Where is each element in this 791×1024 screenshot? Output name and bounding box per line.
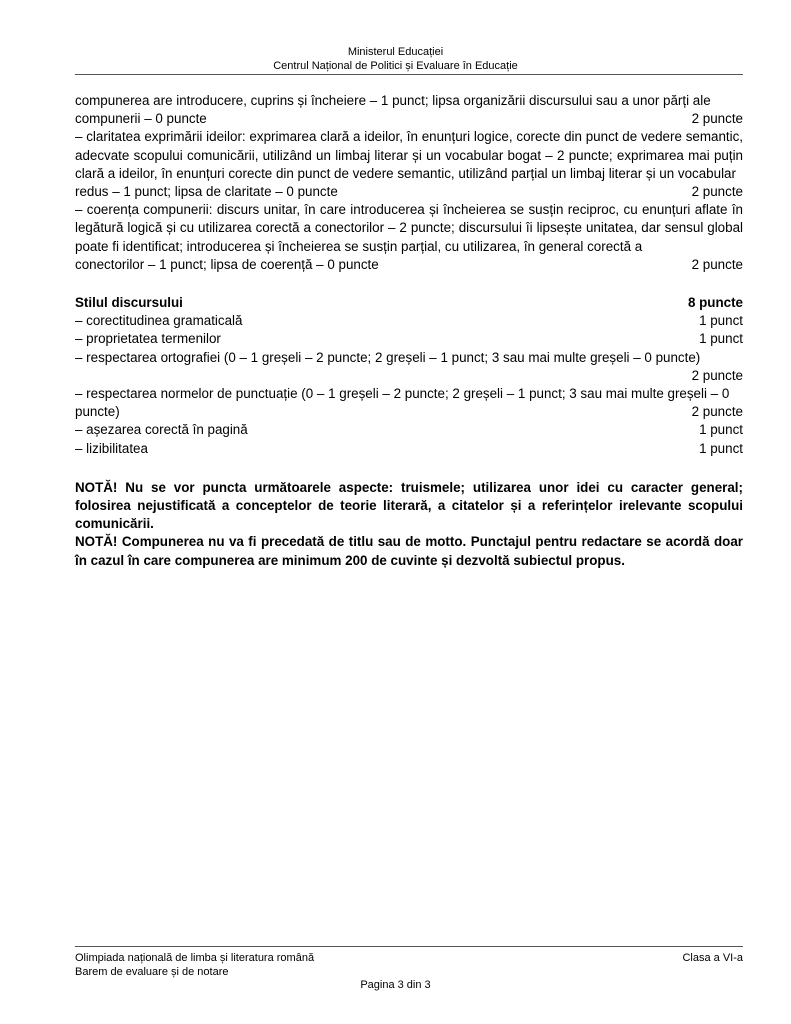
punctuatie-score: 2 puncte bbox=[691, 404, 743, 420]
stil-item-label: – lizibilitatea bbox=[75, 440, 148, 456]
stil-item-score: 1 punct bbox=[699, 313, 743, 329]
intro-last-line: compunerii – 0 puncte bbox=[75, 111, 207, 127]
claritate-text: – claritatea exprimării ideilor: exprimarea clară a ideilor, în enunțuri logice, corecte din punct de vedere semantic, adecvate scopului comunicării, utilizând un limbaj literar și un vocabular bogat – 2 puncte; exprimarea mai puțin clară a ideilor, în enunțuri corecte din punct de vedere semantic, utilizând parțial un limbaj literar și un vocabular bbox=[75, 129, 743, 181]
claritate-last-line: redus – 1 punct; lipsa de claritate – 0 puncte bbox=[75, 184, 338, 200]
punctuatie-row bbox=[75, 403, 743, 421]
claritate-score: 2 puncte bbox=[691, 184, 743, 200]
intro-score: 2 puncte bbox=[691, 111, 743, 127]
intro-row bbox=[75, 110, 743, 128]
header-center: Centrul Național de Politici și Evaluare în Educație bbox=[273, 60, 518, 72]
footer-olympiad: Olimpiada națională de limba și literatura română bbox=[75, 952, 315, 964]
punctuatie-text: – respectarea normelor de punctuație (0 – 1 greșeli – 2 puncte; 2 greșeli – 1 punct; 3 sau mai multe greșeli – 0 bbox=[75, 386, 730, 402]
stil-item-label: – corectitudinea gramaticală bbox=[75, 313, 243, 329]
ortografie-text: – respectarea ortografiei (0 – 1 greșeli – 2 puncte; 2 greșeli – 1 punct; 3 sau mai multe greșeli – 0 puncte) bbox=[75, 349, 701, 365]
stil-item-score: 1 punct bbox=[699, 440, 743, 456]
page-footer bbox=[75, 951, 743, 979]
ortografie-score: 2 puncte bbox=[691, 367, 743, 383]
page-number: Pagina 3 din 3 bbox=[360, 979, 431, 991]
stil-item-label: – așezarea corectă în pagină bbox=[75, 422, 248, 438]
stil-item-label: – proprietatea termenilor bbox=[75, 331, 221, 347]
coerenta-score: 2 puncte bbox=[691, 256, 743, 272]
punctuatie-last-line: puncte) bbox=[75, 404, 120, 420]
intro-text: compunerea are introducere, cuprins și încheiere – 1 punct; lipsa organizării discursului sau a unor părți ale bbox=[75, 93, 711, 108]
stil-item-gramatica bbox=[75, 312, 743, 330]
stil-total: 8 puncte bbox=[687, 295, 743, 311]
stil-title: Stilul discursului bbox=[75, 295, 183, 311]
footer-class: Clasa a VI-a bbox=[682, 952, 743, 964]
stil-item-asezare bbox=[75, 421, 743, 439]
coerenta-row bbox=[75, 256, 743, 274]
stil-item-score: 1 punct bbox=[699, 422, 743, 438]
coerenta-last-line: conectorilor – 1 punct; lipsa de coerență – 0 puncte bbox=[75, 256, 379, 272]
header-ministry: Ministerul Educației bbox=[347, 46, 444, 58]
header-divider bbox=[75, 74, 743, 75]
claritate-row bbox=[75, 183, 743, 201]
footer-row bbox=[75, 951, 743, 965]
note-aspects: NOTĂ! Nu se vor puncta următoarele aspecte: truismele; utilizarea unor idei cu caracter general; folosirea nejustificată a conceptelor de teorie literară, a citatelor și a referințelor irelevante scopului comunicării. bbox=[75, 479, 743, 532]
stil-item-termeni bbox=[75, 330, 743, 348]
coerenta-text: – coerența compunerii: discurs unitar, în care introducerea și încheierea se susțin reciproc, cu enunțuri aflate în legătură logică și cu utilizarea corectă a conectorilor – 2 puncte; discursului îi lipsește unitatea, dar sensul global poate fi identificat; introducerea și încheierea se susțin parțial, cu utilizarea, în general corectă a bbox=[75, 202, 743, 254]
stil-item-lizibilitate bbox=[75, 440, 743, 458]
footer-barem: Barem de evaluare și de notare bbox=[75, 966, 229, 978]
note-title-motto: NOTĂ! Compunerea nu va fi precedată de titlu sau de motto. Punctajul pentru redactare se acordă doar în cazul în care compunerea are minimum 200 de cuvinte și dezvoltă subiectul propus. bbox=[75, 534, 743, 568]
stil-heading bbox=[75, 294, 743, 312]
footer-divider bbox=[75, 946, 743, 947]
stil-item-score: 1 punct bbox=[699, 331, 743, 347]
page-header bbox=[0, 45, 791, 73]
document-body bbox=[75, 92, 743, 570]
